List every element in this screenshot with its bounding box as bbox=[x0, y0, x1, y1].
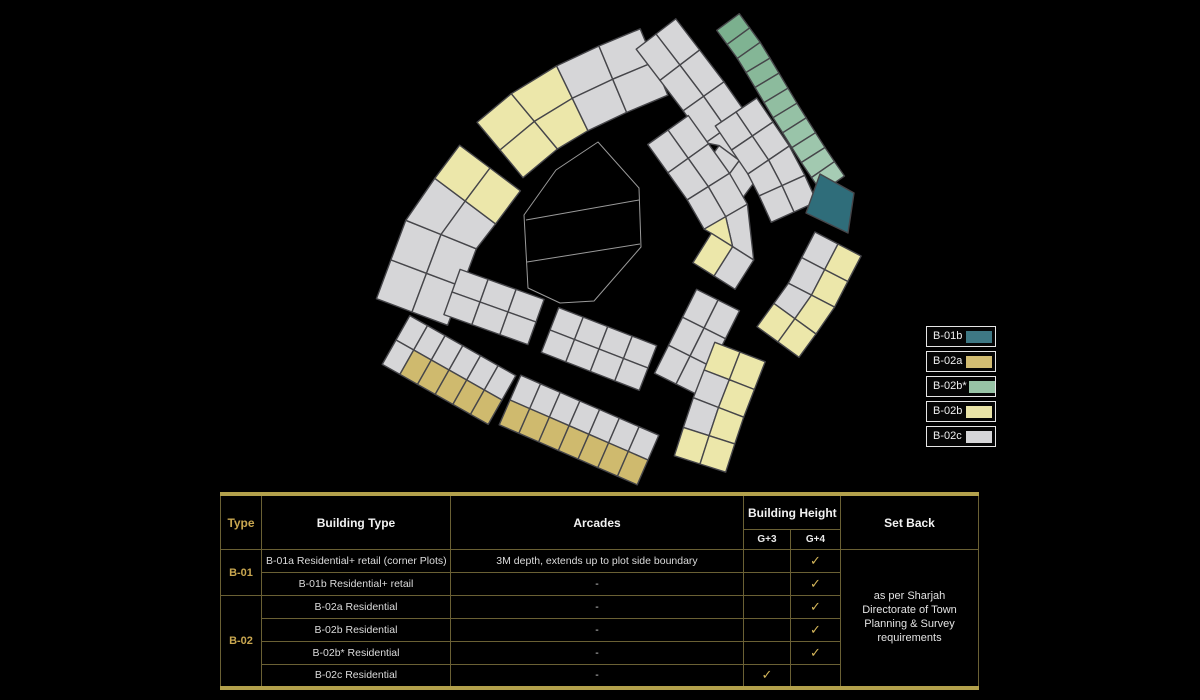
cell-building-type: B-02b Residential bbox=[262, 619, 451, 642]
park-division-line bbox=[527, 244, 640, 262]
cell-building-type: B-01a Residential+ retail (corner Plots) bbox=[262, 550, 451, 573]
cell-g3: ✓ bbox=[744, 665, 791, 688]
cell-g3 bbox=[744, 550, 791, 573]
legend-item-b02a bbox=[926, 351, 996, 372]
cell-arcades: - bbox=[451, 573, 744, 596]
cell-set-back: as per Sharjah Directorate of Town Planning & Survey requirements bbox=[841, 550, 979, 688]
cell-arcades: - bbox=[451, 619, 744, 642]
cell-g4: ✓ bbox=[791, 642, 841, 665]
legend-color-swatch bbox=[969, 381, 995, 393]
plots-spec-table bbox=[220, 492, 979, 690]
cell-building-type: B-02a Residential bbox=[262, 596, 451, 619]
cell-arcades: - bbox=[451, 665, 744, 688]
col-header-g3: G+3 bbox=[744, 530, 791, 550]
cell-g3 bbox=[744, 619, 791, 642]
cell-arcades: 3M depth, extends up to plot side boundary bbox=[451, 550, 744, 573]
legend-item-b02b bbox=[926, 401, 996, 422]
park-division-line bbox=[526, 200, 639, 220]
legend-label: B-02a bbox=[933, 355, 963, 367]
cell-g3 bbox=[744, 573, 791, 596]
legend-item-b02b-star bbox=[926, 376, 996, 397]
col-header-g4: G+4 bbox=[791, 530, 841, 550]
legend-color-swatch bbox=[966, 431, 992, 443]
cell-building-type: B-02c Residential bbox=[262, 665, 451, 688]
legend-label: B-02b bbox=[933, 405, 963, 417]
cell-arcades: - bbox=[451, 596, 744, 619]
legend bbox=[926, 326, 996, 451]
park-outline bbox=[524, 142, 641, 303]
col-header-building-type: Building Type bbox=[262, 494, 451, 550]
group-type-b01: B-01 bbox=[221, 550, 262, 596]
legend-item-b01b bbox=[926, 326, 996, 347]
plot-b01b-corner bbox=[806, 174, 854, 233]
table-header-row bbox=[221, 494, 979, 530]
cell-g3 bbox=[744, 642, 791, 665]
col-header-arcades: Arcades bbox=[451, 494, 744, 550]
legend-color-swatch bbox=[966, 356, 992, 368]
cell-g4: ✓ bbox=[791, 573, 841, 596]
legend-label: B-02c bbox=[933, 430, 962, 442]
cell-g3 bbox=[744, 596, 791, 619]
cell-g4: ✓ bbox=[791, 619, 841, 642]
col-header-set-back: Set Back bbox=[841, 494, 979, 550]
cell-building-type: B-01b Residential+ retail bbox=[262, 573, 451, 596]
legend-color-swatch bbox=[966, 406, 992, 418]
legend-color-swatch bbox=[966, 331, 992, 343]
cell-g4: ✓ bbox=[791, 596, 841, 619]
cell-arcades: - bbox=[451, 642, 744, 665]
cell-building-type: B-02b* Residential bbox=[262, 642, 451, 665]
group-type-b02: B-02 bbox=[221, 596, 262, 688]
cell-g4 bbox=[791, 665, 841, 688]
table-row bbox=[221, 550, 979, 573]
col-header-type: Type bbox=[221, 494, 262, 550]
col-header-building-height: Building Height bbox=[744, 494, 841, 530]
legend-label: B-02b* bbox=[933, 380, 967, 392]
cell-g4: ✓ bbox=[791, 550, 841, 573]
legend-item-b02c bbox=[926, 426, 996, 447]
legend-label: B-01b bbox=[933, 330, 963, 342]
